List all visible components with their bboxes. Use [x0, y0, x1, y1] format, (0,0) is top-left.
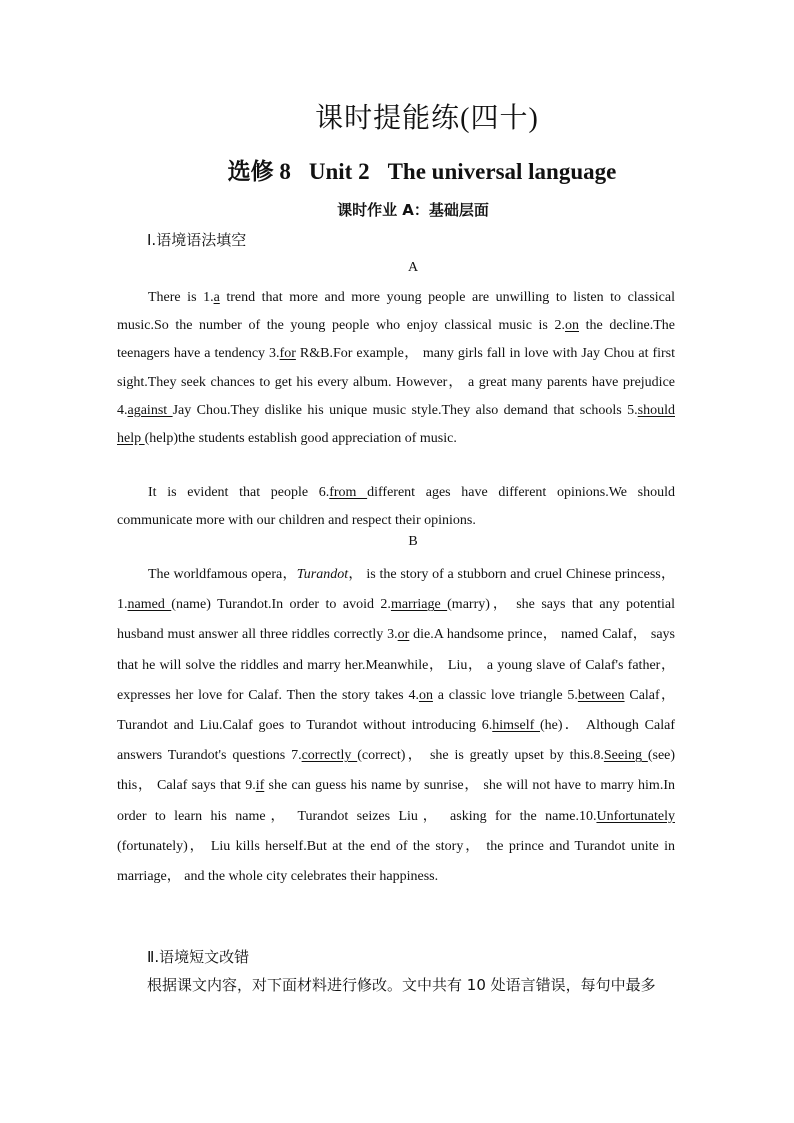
unit-prefix: 选修 8	[227, 159, 291, 184]
answer-b6: himself	[492, 718, 541, 734]
answer-b9: if	[255, 778, 265, 794]
section-2-instructions: 根据课文内容，对下面材料进行修改。文中共有 10 处语言错误，每句中最多	[147, 976, 656, 994]
passage-b-paragraph	[117, 560, 675, 892]
text-run: famous opera，	[206, 567, 297, 582]
section-1-heading: Ⅰ.语境语法填空	[147, 231, 247, 249]
text-run: (he)． Although Calaf answers Turandot's questions 7.	[117, 718, 675, 764]
answer-5: should help	[117, 402, 675, 447]
answer-b10: Unfortunately	[596, 808, 675, 824]
text-run: (correct)， she is greatly upset by this.8.	[357, 748, 604, 764]
text-run: (see) this， Calaf says that 9.	[117, 748, 676, 794]
unit-name: Unit 2	[308, 159, 370, 184]
text-run: Calaf， Turandot and Liu.Calaf goes to Turandot without introducing 6.	[117, 687, 675, 734]
text-run: die.A handsome prince， named Calaf， says that he will solve the riddles and marry her.Meanwhile， Liu， a young slave of Calaf's father， expresses her love for Calaf. Then the story takes 4.	[117, 627, 675, 703]
answer-4: against	[127, 402, 173, 418]
passage-a-label: A	[407, 260, 419, 275]
answer-b3: or	[397, 627, 410, 643]
answer-2: on	[564, 318, 579, 334]
text-run: (help)the students establish good appreciation of music.	[144, 431, 457, 447]
answer-b7: correctly	[301, 748, 358, 764]
text-run: Jay Chou.They dislike his unique music style.They also demand that schools 5.	[172, 402, 638, 418]
unit-title: The universal language	[387, 159, 617, 184]
text-run: she can guess his name by sunrise， she will not have to marry him.In order to learn his name， Turandot seizes Liu， asking for the name.10.	[117, 778, 675, 824]
answer-6: from	[329, 485, 368, 500]
text-run: ， is the story of a stubborn and cruel Chinese princess，1.	[117, 567, 675, 613]
passage-a-paragraph-1	[117, 284, 675, 453]
unit-heading	[0, 153, 794, 186]
text-run: (marry)， she says that any potential husband must answer all three riddles correctly 3.	[117, 597, 675, 643]
text-run: (fortunately)， Liu kills herself.But at the end of the story， the prince and Turandot unite in marriage， and the whole city celebrates their happiness.	[117, 838, 675, 885]
answer-b4: on	[418, 687, 433, 703]
answer-b2: marriage	[390, 597, 448, 613]
passage-b-label: B	[408, 534, 418, 549]
text-run: different ages have different opinions.We should communicate more with our children and respect their opinions.	[117, 485, 675, 528]
answer-b5: between	[577, 687, 625, 703]
section-2-heading: Ⅱ.语境短文改错	[147, 948, 250, 966]
answer-b1: named	[127, 597, 172, 613]
text-run: trend that more and more young people are unwilling to listen to classical music.So the number of the young people who enjoy classical music is 2.	[117, 290, 675, 334]
text-run: the decline.The teenagers have a tendency 3.	[117, 318, 676, 362]
text-run: (name) Turandot.In order to avoid 2.	[171, 597, 391, 613]
answer-b8: Seeing	[603, 748, 648, 764]
opera-title: Turandot	[296, 567, 349, 582]
text-run: It is evident that people 6.	[148, 485, 330, 500]
text-run: a classic love triangle 5.	[432, 687, 578, 703]
answer-3: for	[279, 346, 296, 362]
text-run: The world	[148, 567, 207, 582]
text-run: There is 1.	[148, 290, 214, 305]
page-title: 课时提能练(四十)	[315, 103, 539, 134]
answer-1: a	[213, 290, 220, 305]
subtitle: 课时作业 A：基础层面	[337, 201, 489, 219]
text-run: R&B.For example， many girls fall in love with Jay Chou at first sight.They seek chances to get his every album. However， a great many parents have prejudice 4.	[117, 346, 676, 418]
passage-a-paragraph-2	[117, 479, 675, 534]
